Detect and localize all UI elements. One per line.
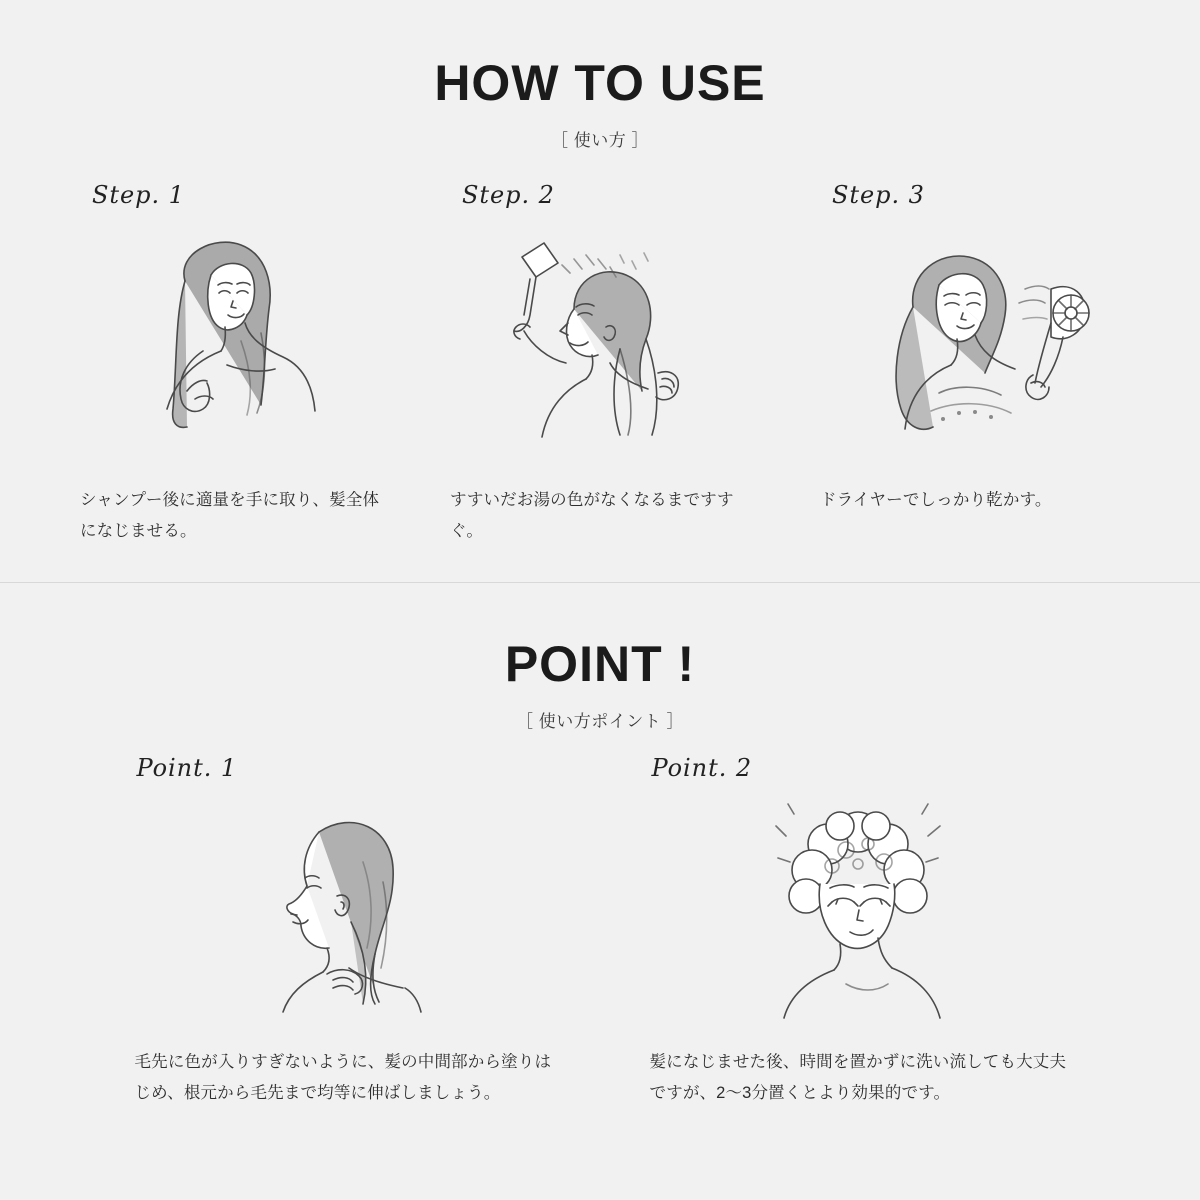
point-list <box>0 732 1200 1108</box>
point-item <box>133 754 553 1108</box>
woman-with-lather-on-head-illustration <box>648 782 1068 1027</box>
point-section <box>0 583 1200 1108</box>
how-to-use-subtitle: ［ 使い方 ］ <box>550 131 650 150</box>
woman-applying-to-hair-illustration <box>70 213 390 463</box>
step-item <box>440 181 760 546</box>
step-label: Step. 2 <box>462 181 555 209</box>
point-label: Point. 1 <box>136 754 238 783</box>
point-item <box>648 754 1068 1108</box>
how-to-use-title: HOW TO USE <box>434 55 766 111</box>
step-item <box>810 181 1130 546</box>
step-text: すすいだお湯の色がなくなるまですすぐ。 <box>450 491 734 540</box>
point-text: 髪になじませた後、時間を置かずに洗い流しても大丈夫ですが、2〜3分置くとより効果的です。 <box>649 1053 1067 1102</box>
point-text: 毛先に色が入りすぎないように、髪の中間部から塗りはじめ、根元から毛先まで均等に伸ばしましょう。 <box>134 1053 552 1102</box>
point-title: POINT ! <box>504 636 696 693</box>
steps-list <box>0 151 1200 546</box>
step-text: ドライヤーでしっかり乾かす。 <box>820 491 1052 509</box>
point-label: Point. 2 <box>651 754 753 783</box>
step-text: シャンプー後に適量を手に取り、髪全体になじませる。 <box>80 491 380 540</box>
point-subtitle: ［ 使い方ポイント ］ <box>515 712 685 732</box>
woman-side-profile-long-hair-illustration <box>133 782 553 1027</box>
step-item <box>70 181 390 546</box>
woman-blow-drying-hair-illustration <box>810 213 1130 463</box>
step-label: Step. 1 <box>92 181 185 209</box>
how-to-use-section <box>0 0 1200 583</box>
step-label: Step. 3 <box>832 181 925 209</box>
woman-rinsing-with-shower-illustration <box>440 213 760 463</box>
